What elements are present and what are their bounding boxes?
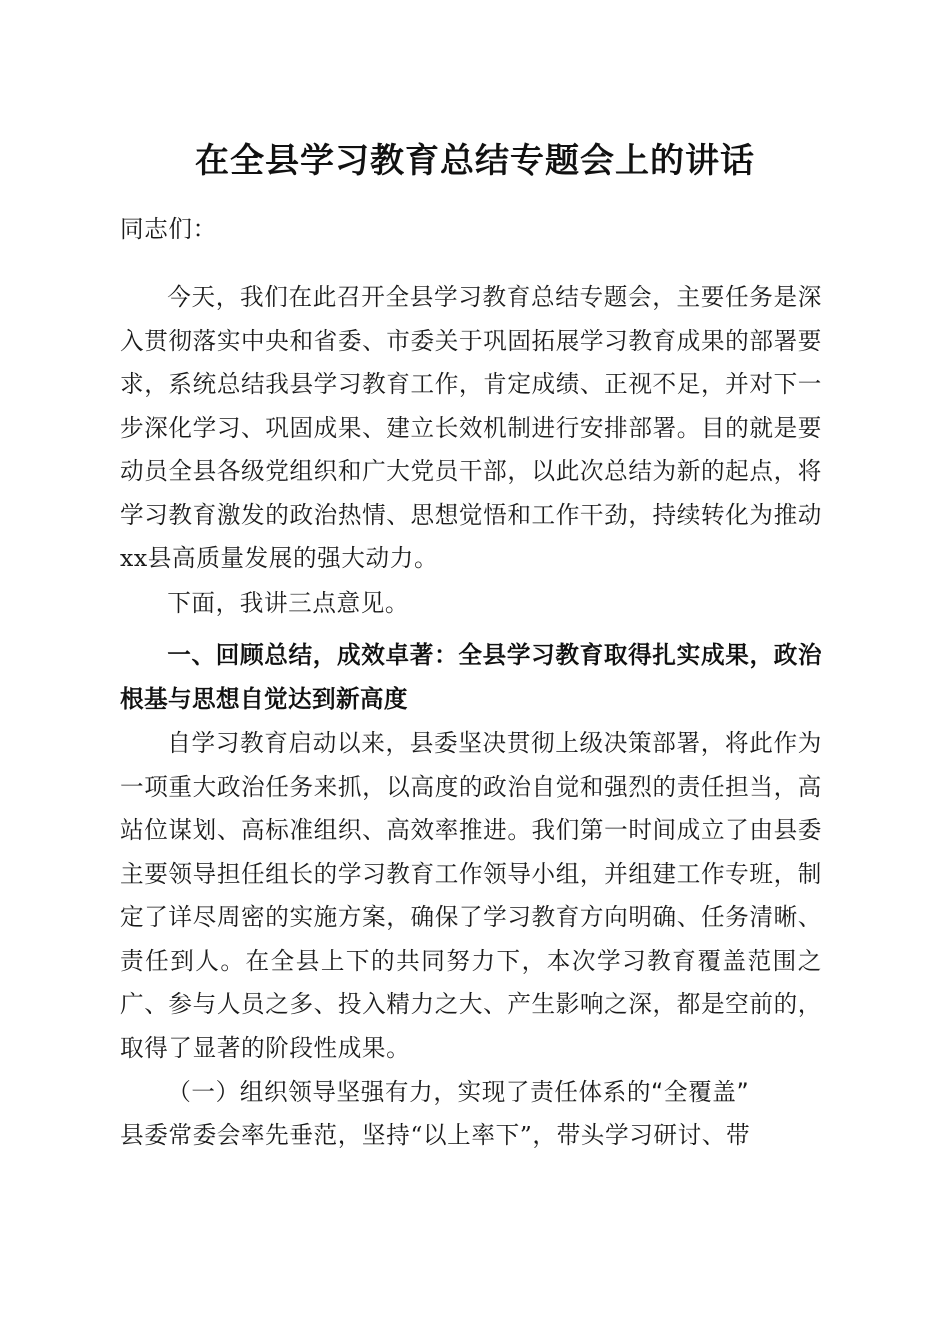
paragraph-intro: 今天，我们在此召开全县学习教育总结专题会，主要任务是深入贯彻落实中央和省委、市委关于巩固拓展学习教育成果的部署要求，系统总结我县学习教育工作，肯定成绩、正视不足，并对下一步深化学习、巩固成果、建立长效机制进行安排部署。目的就是要动员全县各级党组织和广大党员干部，以此次总结为新的起点，将学习教育激发的政治热情、思想觉悟和工作干劲，持续转化为推动xx县高质量发展的强大动力。 xyxy=(120,283,822,572)
paragraph-review: 自学习教育启动以来，县委坚决贯彻上级决策部署，将此作为一项重大政治任务来抓，以高度的政治自觉和强烈的责任担当，高站位谋划、高标准组织、高效率推进。我们第一时间成立了由县委主要领导担任组长的学习教育工作领导小组，并组建工作专班，制定了详尽周密的实施方案，确保了学习教育方向明确、任务清晰、责任到人。在全县上下的共同努力下，本次学习教育覆盖范围之广、参与人员之多、投入精力之大、产生影响之深，都是空前的，取得了显著的阶段性成果。 xyxy=(120,729,822,1062)
section-heading-1: 一、回顾总结，成效卓著：全县学习教育取得扎实成果，政治根基与思想自觉达到新高度 xyxy=(120,641,822,713)
subsection-heading-1: （一）组织领导坚强有力，实现了责任体系的“全覆盖” xyxy=(167,1078,750,1106)
document-title: 在全县学习教育总结专题会上的讲话 xyxy=(195,141,755,181)
paragraph-three-points: 下面，我讲三点意见。 xyxy=(167,589,410,617)
paragraph-standing-committee: 县委常委会率先垂范，坚持“以上率下”，带头学习研讨、带 xyxy=(120,1121,751,1149)
salutation: 同志们： xyxy=(120,215,217,243)
